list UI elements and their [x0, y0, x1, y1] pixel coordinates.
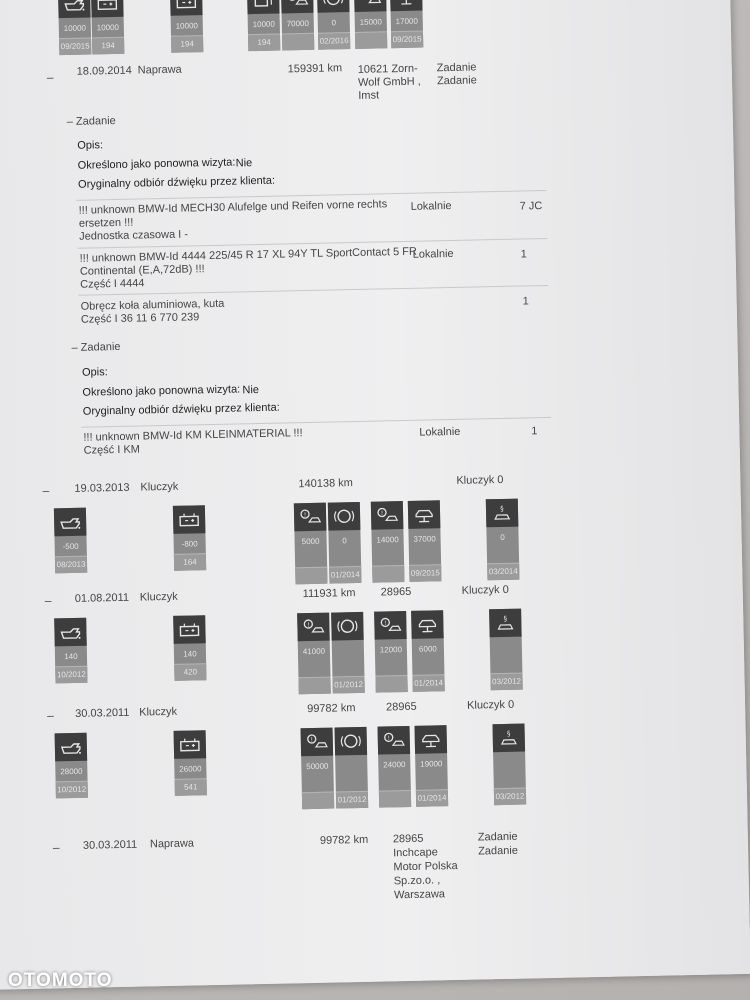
brake-car-icon: [297, 613, 330, 642]
inspection-car-icon: [486, 499, 519, 528]
car-lift-icon: [411, 610, 444, 639]
collapse-dash[interactable]: –: [52, 840, 60, 855]
svg-text:!: !: [310, 736, 314, 744]
entry-type: Kluczyk: [139, 590, 178, 604]
battery-icon: [170, 0, 203, 16]
item-quantity: 1: [520, 248, 527, 261]
service-tile: [415, 725, 449, 807]
tile-value: 10000: [252, 19, 276, 30]
entry-status: Zadanie: [436, 74, 477, 88]
entry-ref: 28965: [385, 700, 417, 714]
entry-type: Kluczyk: [139, 705, 178, 719]
brake-car-icon: [371, 501, 404, 530]
task-header[interactable]: – Zadanie: [66, 114, 116, 129]
entry-status: Zadanie: [478, 844, 519, 858]
tile-value: 12000: [379, 645, 403, 655]
tile-value: 10000: [175, 21, 199, 31]
service-tile: [354, 0, 387, 49]
task-header[interactable]: – Zadanie: [71, 340, 121, 354]
task-header-label: Zadanie: [75, 114, 116, 128]
original-complaint-label: Oryginalny odbiór dźwięku przez klienta:: [82, 401, 280, 418]
tile-value: 10000: [63, 23, 87, 34]
tile-date: 164: [174, 553, 206, 571]
item-line: Continental (E,A,72dB) !!!: [79, 263, 205, 278]
item-line: Część I KM: [83, 443, 141, 457]
tile-value: 5000: [301, 536, 320, 547]
collapse-dash[interactable]: –: [42, 483, 50, 498]
brake-fluid-icon: [335, 727, 368, 756]
dealer-line: Motor Polska: [393, 859, 458, 874]
service-tile: [408, 500, 442, 582]
tile-value: 41000: [302, 646, 326, 657]
service-tile: [294, 503, 328, 585]
item-quantity: 1: [531, 425, 538, 438]
dealer-line: Imst: [358, 89, 380, 102]
service-tile: [328, 502, 362, 584]
service-tile: [411, 610, 445, 692]
tile-date: [298, 677, 330, 695]
entry-type: Naprawa: [149, 837, 195, 851]
fuel-filter-icon: [247, 0, 280, 14]
entry-date: 19.03.2013: [74, 481, 130, 495]
item-line: Część I 36 11 6 770 239: [80, 311, 200, 326]
tile-value: 19000: [420, 759, 443, 769]
tile-value: 26000: [179, 764, 202, 774]
service-tile: [54, 508, 87, 574]
service-tile: [174, 730, 207, 796]
entry-status: Zadanie: [436, 61, 477, 75]
tile-date: 08/2013: [55, 556, 87, 574]
tile-value: [332, 640, 365, 677]
tile-date: 01/2012: [332, 676, 364, 694]
tile-date: 194: [248, 34, 280, 52]
entry-type: Naprawa: [137, 63, 182, 77]
tile-value: 28000: [60, 766, 83, 777]
svg-text:!: !: [307, 621, 310, 629]
brake-car-icon: [301, 728, 334, 757]
service-tile: [492, 724, 526, 806]
item-line: !!! unknown BMW-Id MECH30 Alufelge und Reifen vorne rechts: [78, 198, 388, 217]
tile-value: 24000: [383, 760, 406, 770]
svg-text:!: [291, 0, 294, 1]
dealer-line: Warszawa: [393, 888, 446, 902]
inspection-car-icon: [489, 609, 522, 638]
otomoto-watermark: OTOMOTO: [8, 970, 113, 991]
brake-car-icon: [374, 611, 407, 640]
service-tile: [486, 499, 520, 581]
entry-km: 140138 km: [298, 477, 353, 491]
revisit-value: Nie: [235, 157, 253, 170]
tile-value: -800: [181, 539, 198, 549]
tile-value: 14000: [376, 535, 399, 545]
service-tile: [331, 612, 365, 694]
tile-value: 70000: [286, 18, 309, 29]
car-lift-icon: [390, 0, 423, 11]
svg-text:§: §: [506, 729, 511, 738]
svg-text:!: !: [387, 734, 391, 742]
description-label: Opis:: [77, 139, 104, 152]
tile-value: 37000: [413, 534, 436, 544]
tile-value: 140: [183, 649, 197, 659]
dealer-line: Sp.zo.o. ,: [393, 874, 441, 888]
inspection-car-icon: [492, 724, 525, 753]
tile-value: -500: [62, 541, 79, 552]
dealer-line: Wolf GmbH ,: [357, 75, 421, 89]
key-label: Kluczyk 0: [456, 473, 504, 487]
tile-value: [493, 752, 526, 789]
tile-date: 03/2014: [487, 563, 519, 581]
service-tile: [374, 611, 408, 693]
tile-date: 10/2012: [55, 666, 87, 684]
dealer-line: Inchcape: [393, 846, 438, 860]
service-tile: [173, 615, 206, 681]
tile-date: 02/2016: [318, 32, 350, 50]
key-label: Kluczyk 0: [466, 698, 515, 712]
tile-date: 01/2014: [329, 566, 361, 584]
brake-car-icon: [294, 503, 327, 532]
brake-car-icon: [281, 0, 314, 13]
tile-value: 0: [342, 536, 347, 546]
item-quantity: 7 JC: [519, 200, 543, 213]
dealer-line: 28965: [392, 832, 424, 846]
original-complaint-label: Oryginalny odbiór dźwięku przez klienta:: [77, 174, 276, 191]
entry-ref: 28965: [380, 585, 412, 599]
key-label: Kluczyk 0: [461, 583, 509, 597]
tile-value: 6000: [418, 644, 437, 654]
item-line: Obręcz koła aluminiowa, kuta: [80, 297, 225, 313]
tile-date: 541: [175, 778, 207, 796]
battery-icon: [91, 0, 124, 17]
svg-text:!: !: [380, 509, 384, 518]
service-tile: [297, 613, 331, 695]
tile-date: 03/2012: [490, 673, 522, 691]
service-tile: [489, 609, 523, 691]
entry-date: 01.08.2011: [74, 591, 130, 605]
service-tile: [54, 618, 87, 684]
item-line: !!! unknown BMW-Id 4444 225/45 R 17 XL 94Y TL SportContact 5 FR: [79, 245, 418, 265]
entry-status: Zadanie: [477, 830, 518, 844]
tile-value: 15000: [359, 17, 382, 27]
service-tile: [378, 726, 412, 808]
service-tile: [173, 505, 206, 571]
tile-value: 17000: [395, 16, 418, 27]
service-tile: [55, 733, 88, 799]
tile-date: 09/2015: [391, 31, 423, 49]
service-tile: [317, 0, 350, 50]
item-location: Lokalnie: [410, 199, 452, 213]
car-lift-icon: [415, 725, 448, 754]
entry-type: Kluczyk: [140, 480, 179, 494]
tile-date: 10/2012: [56, 781, 88, 799]
entry-km: 159391 km: [287, 62, 343, 76]
tile-date: 194: [171, 35, 203, 53]
collapse-dash[interactable]: –: [46, 70, 54, 85]
svg-text:!: !: [384, 619, 387, 627]
tile-date: 09/2015: [409, 564, 441, 582]
tile-value: 10000: [96, 22, 120, 33]
brake-fluid-icon: [331, 612, 364, 641]
tile-date: 420: [174, 663, 206, 681]
brake-car-icon: [354, 0, 387, 12]
brake-fluid-icon: [328, 502, 361, 531]
divider: [78, 285, 548, 296]
entry-date: 30.03.2011: [75, 706, 130, 720]
brake-car-icon: [378, 726, 411, 755]
dealer-line: 10621 Zorn-: [357, 62, 418, 76]
service-tile: [301, 728, 335, 810]
tile-date: 01/2012: [336, 791, 368, 809]
revisit-value: Nie: [242, 384, 260, 397]
item-line: Jednostka czasowa I -: [79, 228, 189, 243]
oil-can-icon: [54, 618, 87, 647]
battery-icon: [173, 615, 206, 644]
service-tile: [281, 0, 314, 50]
tile-date: 194: [92, 37, 124, 55]
oil-can-icon: [58, 0, 91, 18]
tile-value: 0: [500, 532, 505, 543]
service-tile: [335, 727, 369, 809]
tile-date: 03/2012: [494, 788, 526, 806]
item-quantity: 1: [522, 295, 529, 308]
tile-date: [355, 31, 387, 49]
tile-value: [335, 755, 368, 792]
service-tile: [58, 0, 91, 55]
entry-km: 99782 km: [319, 833, 369, 847]
item-line: Część I 4444: [80, 277, 145, 291]
entry-date: 18.09.2014: [76, 64, 132, 78]
item-location: Lokalnie: [419, 425, 461, 439]
svg-text:!: !: [303, 511, 307, 519]
service-tile: [247, 0, 280, 51]
tile-date: 01/2014: [416, 789, 448, 807]
collapse-dash[interactable]: –: [44, 593, 52, 608]
service-tile: [170, 0, 203, 53]
tile-date: [282, 33, 314, 51]
tile-date: 01/2014: [412, 674, 444, 692]
tile-date: 09/2015: [59, 37, 91, 55]
oil-can-icon: [55, 733, 88, 762]
tile-value: 0: [331, 18, 337, 28]
car-lift-icon: [408, 500, 441, 529]
service-tile: [390, 0, 423, 48]
revisit-label: Określono jako ponowna wizyta:: [77, 156, 236, 172]
entry-km: 111931 km: [302, 587, 356, 601]
tile-value: 50000: [306, 761, 329, 772]
divider: [81, 417, 551, 428]
revisit-label: Określono jako ponowna wizyta:: [82, 383, 241, 399]
entry-date: 30.03.2011: [82, 838, 138, 852]
tile-value: [490, 637, 523, 674]
tile-value: 140: [64, 651, 78, 662]
item-line: ersetzen !!!: [78, 216, 134, 230]
tile-date: [302, 792, 334, 810]
description-label: Opis:: [81, 366, 108, 379]
entry-km: 99782 km: [307, 702, 356, 716]
collapse-dash[interactable]: –: [47, 708, 55, 723]
svg-text:§: §: [503, 614, 508, 623]
service-tile: [91, 0, 124, 54]
task-header-label: Zadanie: [80, 340, 121, 354]
oil-can-icon: [54, 508, 87, 537]
tile-date: [379, 790, 411, 808]
item-line: !!! unknown BMW-Id KM KLEINMATERIAL !!!: [83, 427, 303, 444]
item-location: Lokalnie: [412, 247, 454, 261]
brake-fluid-icon: [317, 0, 350, 13]
svg-text:§: §: [500, 504, 504, 514]
service-tile: [371, 501, 405, 583]
battery-icon: [173, 505, 206, 534]
battery-icon: [174, 730, 207, 759]
tile-date: [295, 567, 327, 585]
tile-date: [372, 565, 404, 583]
tile-date: [375, 675, 407, 693]
